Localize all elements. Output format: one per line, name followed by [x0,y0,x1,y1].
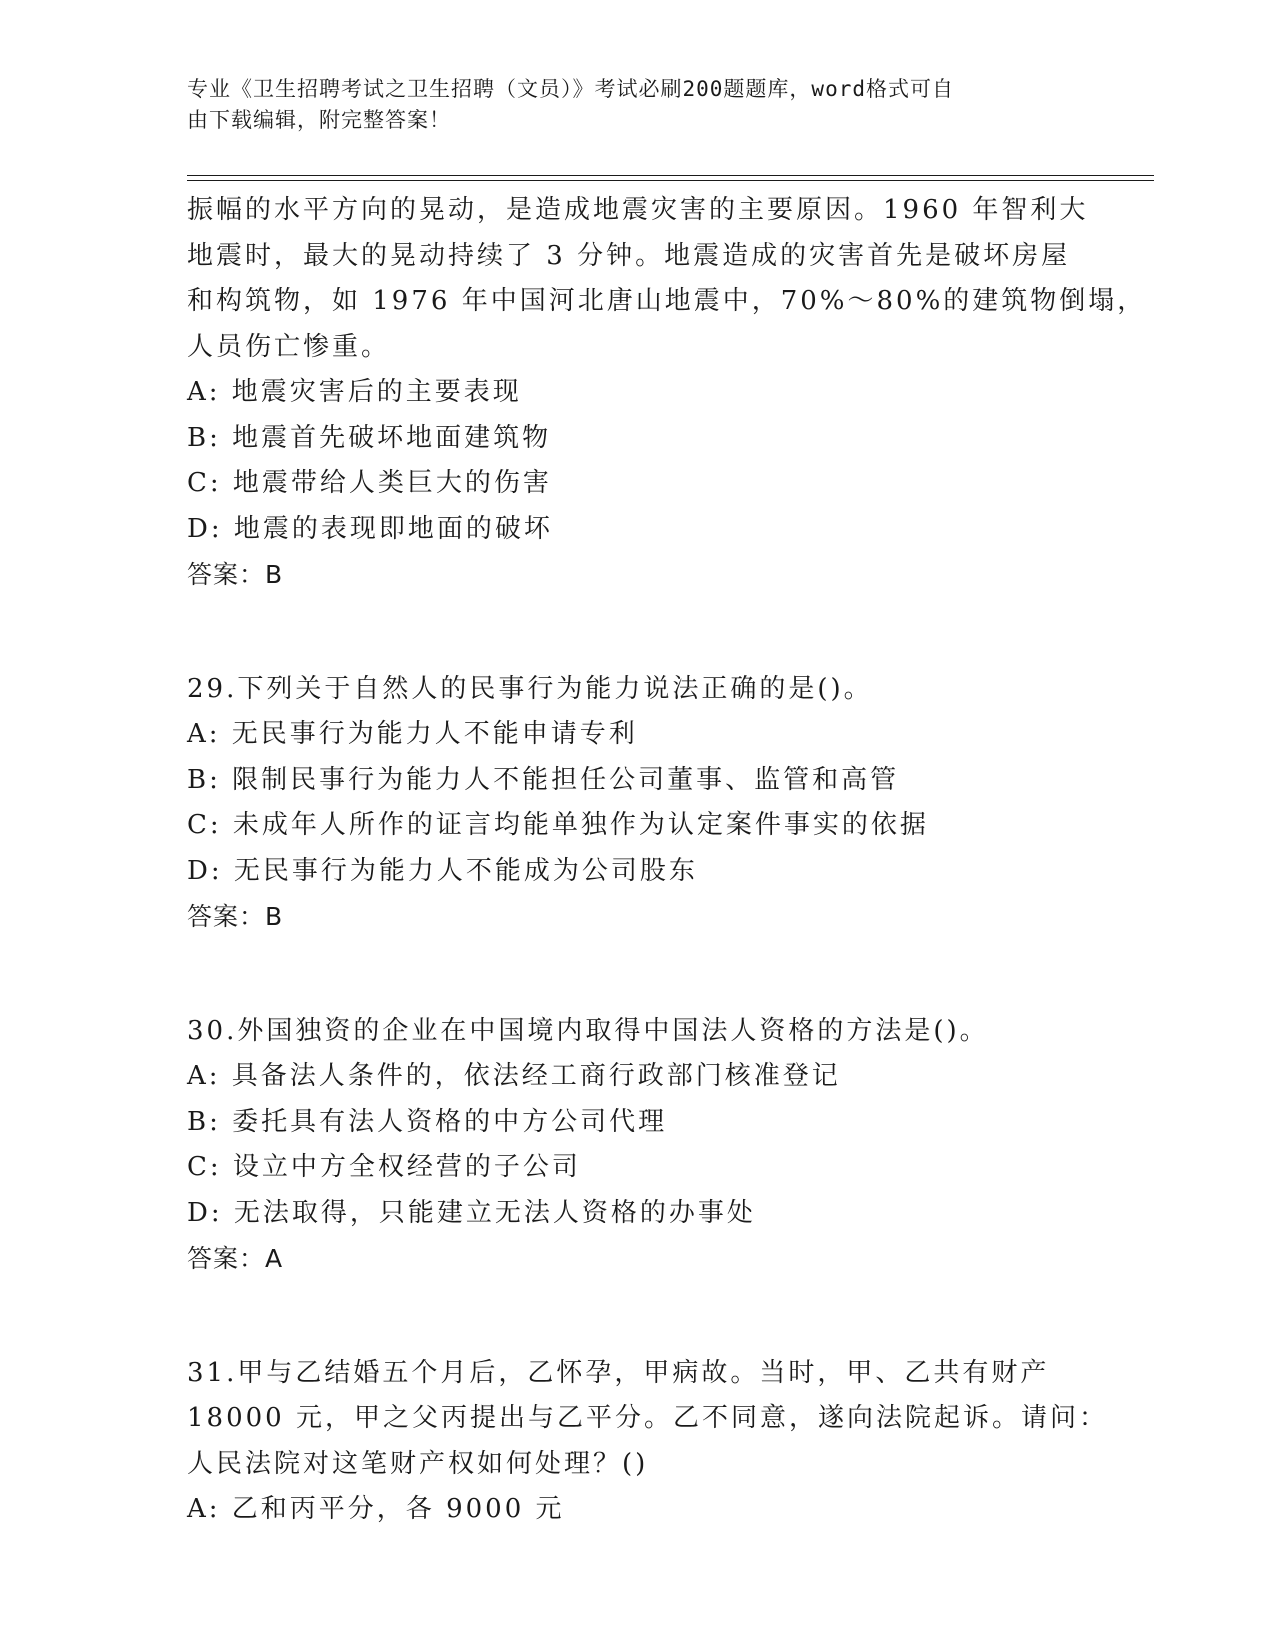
option-b: B: 限制民事行为能力人不能担任公司董事、监管和高管 [187,764,900,795]
option-a: A: 乙和丙平分，各 9000 元 [187,1494,565,1524]
option-a: A: 具备法人条件的，依法经工商行政部门核准登记 [187,1061,841,1091]
header-line-1: 专业《卫生招聘考试之卫生招聘（文员）》考试必刷200题题库，word格式可自 [187,77,954,101]
question-29 [187,667,1087,940]
option-b: B: 地震首先破坏地面建筑物 [187,422,552,453]
option-d: D: 地震的表现即地面的破坏 [187,513,553,544]
option-a: A: 地震灾害后的主要表现 [187,377,522,407]
header-line-2: 由下载编辑，附完整答案！ [187,108,451,132]
option-a: A: 无民事行为能力人不能申请专利 [187,719,638,749]
question-text-line: 18000 元，甲之父丙提出与乙平分。乙不同意，遂向法院起诉。请问： [187,1403,1108,1433]
document-header [187,74,1067,136]
option-c: C: 未成年人所作的证言均能单独作为认定案件事实的依据 [187,810,929,840]
question-28-continuation [187,188,1147,598]
header-divider-bottom [187,180,1154,181]
question-text-line: 和构筑物，如 1976 年中国河北唐山地震中，70%～80%的建筑物倒塌， [187,286,1147,316]
option-d: D: 无法取得，只能建立无法人资格的办事处 [187,1197,756,1228]
answer: 答案：A [187,1244,284,1273]
question-31 [187,1351,1108,1533]
option-c: C: 设立中方全权经营的子公司 [187,1152,581,1182]
option-c: C: 地震带给人类巨大的伤害 [187,468,552,498]
question-text-line: 人员伤亡惨重。 [187,331,391,362]
header-divider-top [187,175,1154,176]
option-b: B: 委托具有法人资格的中方公司代理 [187,1106,668,1137]
question-stem: 30.外国独资的企业在中国境内取得中国法人资格的方法是()。 [187,1015,989,1046]
option-d: D: 无民事行为能力人不能成为公司股东 [187,855,698,886]
question-text-line: 人民法院对这笔财产权如何处理？() [187,1448,649,1479]
answer: 答案：B [187,560,284,589]
question-stem: 29.下列关于自然人的民事行为能力说法正确的是()。 [187,673,873,704]
answer: 答案：B [187,902,284,931]
question-text-line: 地震时，最大的晃动持续了 3 分钟。地震造成的灾害首先是破坏房屋 [187,240,1071,271]
document-body [187,188,1147,1533]
question-text-line: 31.甲与乙结婚五个月后，乙怀孕，甲病故。当时，甲、乙共有财产 [187,1357,1050,1388]
question-30 [187,1009,1087,1282]
question-text-line: 振幅的水平方向的晃动，是造成地震灾害的主要原因。1960 年智利大 [187,195,1089,225]
